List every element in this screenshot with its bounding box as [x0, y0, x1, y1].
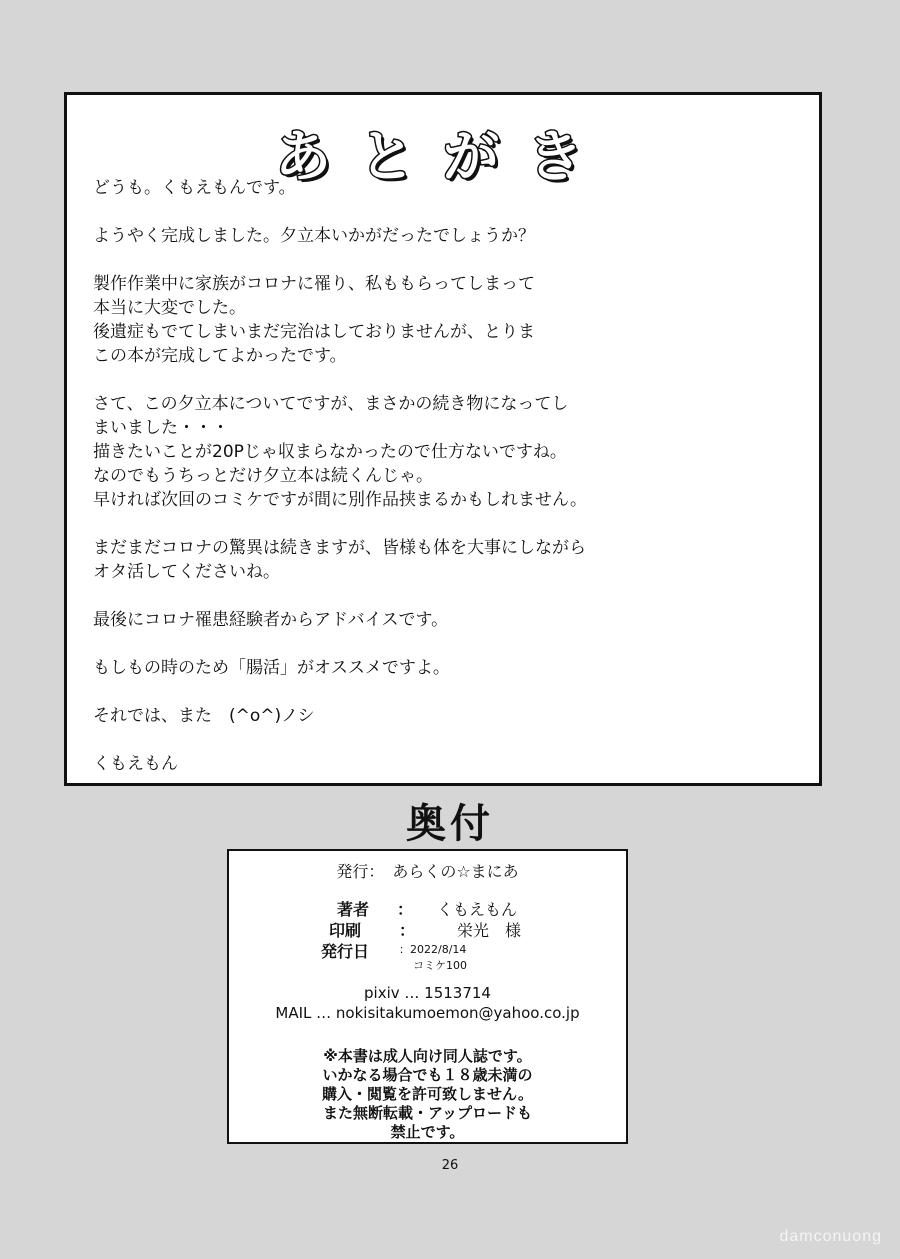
- afterword-panel: [64, 92, 822, 786]
- colophon-title: 奥付: [406, 801, 494, 847]
- pixiv-id: pixiv … 1513714: [364, 984, 491, 1002]
- date-value: ：2022/8/14: [399, 943, 467, 956]
- afterword-paragraph: どうも。くもえもんです。: [93, 178, 296, 198]
- watermark: damconuong: [779, 1228, 882, 1245]
- printer-label: 印刷: [329, 921, 362, 940]
- author-label: 著者: [337, 900, 370, 919]
- author-value: くもえもん: [437, 900, 518, 919]
- afterword-paragraph: さて、この夕立本についてですが、まさかの続き物になってし まいました・・・ 描きたいことが20Pじゃ収まらなかったので仕方ないですね。 なのでもうちっとだけ夕立本は続くんじゃ。 早ければ次回のコミケですが間に別作品挟まるかもしれません。: [93, 394, 588, 510]
- colophon-panel: [227, 849, 628, 1144]
- mail-address: MAIL … nokisitakumoemon@yahoo.co.jp: [275, 1004, 580, 1022]
- afterword-title: あとがき: [275, 125, 611, 190]
- afterword-paragraph: ようやく完成しました。夕立本いかがだったでしょうか？: [93, 226, 535, 246]
- afterword-body: [93, 176, 799, 800]
- afterword-paragraph: 製作作業中に家族がコロナに罹り、私ももらってしまって 本当に大変でした。 後遺症もでてしまいまだ完治はしておりませんが、とりま この本が完成してよかったです。: [93, 274, 535, 366]
- afterword-paragraph: もしもの時のため「腸活」がオススメですよ。: [93, 658, 450, 678]
- author-separator: ：: [397, 900, 414, 919]
- printer-separator: ：: [399, 921, 416, 940]
- afterword-paragraph: それでは、また (^o^)ノシ: [93, 706, 315, 726]
- afterword-signature: くもえもん: [93, 754, 178, 774]
- page-number: 26: [441, 1158, 459, 1173]
- afterword-paragraph: 最後にコロナ罹患経験者からアドバイスです。: [93, 610, 449, 630]
- printer-value: 栄光 様: [457, 921, 522, 940]
- age-notice: ※本書は成人向け同人誌です。 いかなる場合でも１８歳未満の 購入・閲覧を許可致しません。 また無断転載・アップロードも 禁止です。: [322, 1047, 533, 1141]
- date-label: 発行日: [321, 942, 370, 961]
- afterword-paragraph: まだまだコロナの驚異は続きますが、皆様も体を大事にしながら オタ活してくださいね。: [93, 538, 586, 582]
- publisher-line: 発行： あらくの☆まにあ: [336, 862, 519, 881]
- event-name: コミケ100: [413, 959, 467, 972]
